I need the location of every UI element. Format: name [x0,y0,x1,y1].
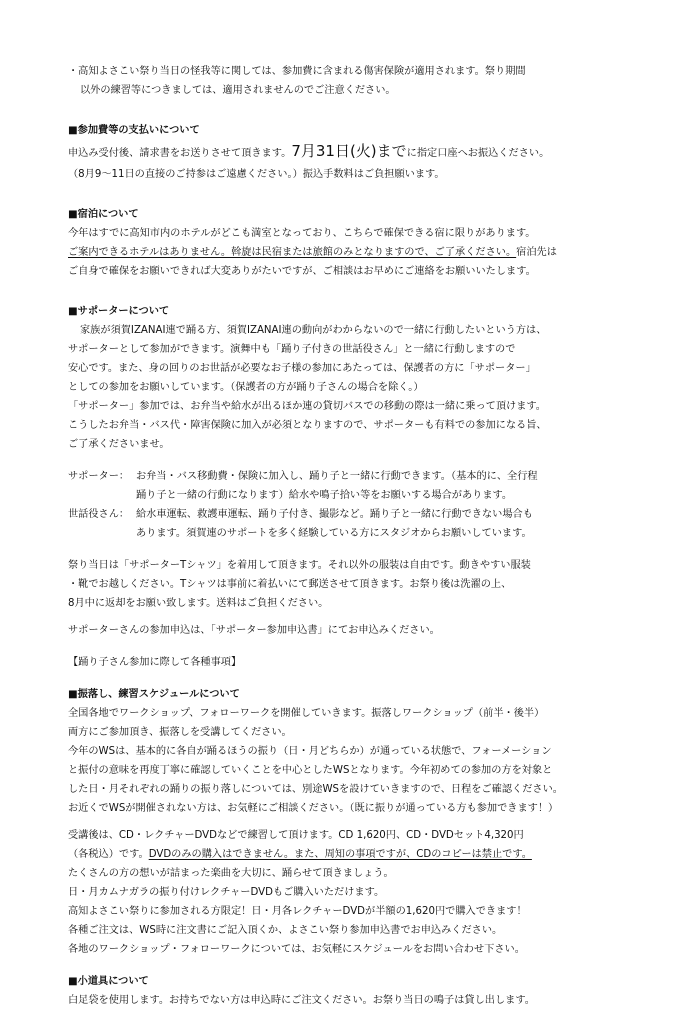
role-caretaker [68,505,668,524]
supporter-line: ご了承くださいませ。 [68,439,170,450]
dvd-line: 受講後は、CD・レクチャーDVDなどで練習して頂けます。CD 1,620円、CD・DVDセット4,320円 [68,830,524,841]
role-desc: 踊り子と一緒の行動になります）給水や鳴子拾い等をお願いする場合があります。 [136,490,513,501]
lodging-line: ご自身で確保をお願いできれば大変ありがたいですが、ご相談はお早めにご連絡をお願いいたします。 [68,266,536,277]
supporter-line: 安心です。また、身の回りのお世話が必要なお子様の参加にあたっては、保護者の方に「サポーター」 [68,363,536,374]
lodging-notice: ご案内できるホテルはありません。斡旋は民宿または旅館のみとなりますので、ご了承ください。 [68,247,517,258]
role-term: 世話役さん： [68,509,130,520]
payment-line: （8月9～11日の直接のご持参はご遠慮ください。）振込手数料はご負担願います。 [68,169,445,180]
schedule-line: 今年のWSは、基本的に各自が踊るほうの振り（日・月どちらか）が通っている状態で、フォーメーション [68,746,552,757]
dvd-line [68,845,668,864]
intro-line: 以外の練習等につきましては、適用されませんのでご注意ください。 [80,85,396,96]
intro-line: ・高知よさこい祭り当日の怪我等に関しては、参加費に含まれる傷害保険が適用されます。祭り期間 [68,66,526,77]
role-desc: あります。須賀連のサポートを多く経験している方にスタジオからお願いしています。 [136,528,532,539]
dvd-line: 各地のワークショップ・フォローワークについては、お気軽にスケジュールをお問い合わせ下さい。 [68,944,525,955]
payment-line [68,140,668,165]
schedule-line: 全国各地でワークショップ、フォローワークを開催していきます。振落しワークショップ（前半・後半） [68,708,545,719]
dvd-line: 各種ご注文は、WS時に注文書にご記入頂くか、よさこい祭り参加申込書でお申込みください。 [68,925,503,936]
lodging-line [68,243,668,262]
role-supporter [68,467,668,486]
schedule-line: 両方にご参加頂き、振落しを受講してください。 [68,727,292,738]
role-term: サポーター： [68,471,130,482]
lodging-text: 宿泊先は [516,247,557,258]
dvd-text: （各税込）です。 [68,849,149,860]
supporter-line: 家族が須賀IZANAI連で踊る方、須賀IZANAI連の動向がわからないので一緒に行動したいという方は、 [80,325,547,336]
props-heading: ■小道具について [68,976,149,987]
payment-text: に指定口座へお振込ください。 [406,148,550,159]
dancer-section-title: 【踊り子さん参加に際して各種事項】 [68,657,242,668]
dvd-line: 日・月カムナガラの振り付けレクチャーDVDもご購入いただけます。 [68,887,385,898]
tshirt-line: 祭り当日は「サポーターTシャツ」を着用して頂きます。それ以外の服装は自由です。動きやすい服装 [68,560,531,571]
dvd-notice: DVDのみの購入はできません。また、周知の事項ですが、CDのコピーは禁止です。 [148,849,532,860]
supporter-apply: サポーターさんの参加申込は、「サポーター参加申込書」にてお申込みください。 [68,625,440,636]
tshirt-line: ・靴でお越しください。Tシャツは事前に着払いにて郵送させて頂きます。お祭り後は洗濯の上、 [68,579,512,590]
dvd-line: たくさんの方の想いが詰まった楽曲を大切に、踊らせて頂きましょう。 [68,868,394,879]
schedule-line: した日・月それぞれの踊りの振り落しについては、別途WSを設けていきますので、日程をご確認ください。 [68,784,563,795]
payment-heading: ■参加費等の支払いについて [68,125,200,136]
document-page [68,62,668,1010]
supporter-line: サポーターとして参加ができます。演舞中も「踊り子付きの世話役さん」と一緒に行動しますので [68,344,516,355]
dvd-line: 高知よさこい祭りに参加される方限定！日・月各レクチャーDVDが半額の1,620円で購入できます！ [68,906,527,917]
role-desc: 給水車運転、救護車運転、踊り子付き、撮影など。踊り子と一緒に行動できない場合も [136,509,533,520]
supporter-line: としての参加をお願いしています。（保護者の方が踊り子さんの場合を除く。） [68,382,424,393]
lodging-heading: ■宿泊について [68,209,139,220]
props-line: 白足袋を使用します。お持ちでない方は申込時にご注文ください。お祭り当日の鳴子は貸し出します。 [68,995,535,1006]
schedule-heading: ■振落し、練習スケジュールについて [68,689,240,700]
schedule-line: と振付の意味を再度丁寧に確認していくことを中心としたWSとなります。今年初めての参加の方を対象と [68,765,553,776]
payment-deadline: 7月31日(火)まで [291,142,407,160]
schedule-line: お近くでWSが開催されない方は、お気軽にご相談ください。（既に振りが通っている方も参加できます！） [68,803,559,814]
role-desc: お弁当・バス移動費・保険に加入し、踊り子と一緒に行動できます。（基本的に、全行程 [136,471,538,482]
supporter-line: 「サポーター」参加では、お弁当や給水が出るほか連の貸切バスでの移動の際は一緒に乗って頂けます。 [68,401,546,412]
payment-text: 申込み受付後、請求書をお送りさせて頂きます。 [68,148,292,159]
tshirt-line: 8月中に返却をお願い致します。送料はご負担ください。 [68,598,329,609]
lodging-line: 今年はすでに高知市内のホテルがどこも満室となっており、こちらで確保できる宿に限りがあります。 [68,228,536,239]
supporter-line: こうしたお弁当・バス代・障害保険に加入が必須となりますので、サポーターも有料での参加になる旨、 [68,420,547,431]
supporter-heading: ■サポーターについて [68,306,170,317]
